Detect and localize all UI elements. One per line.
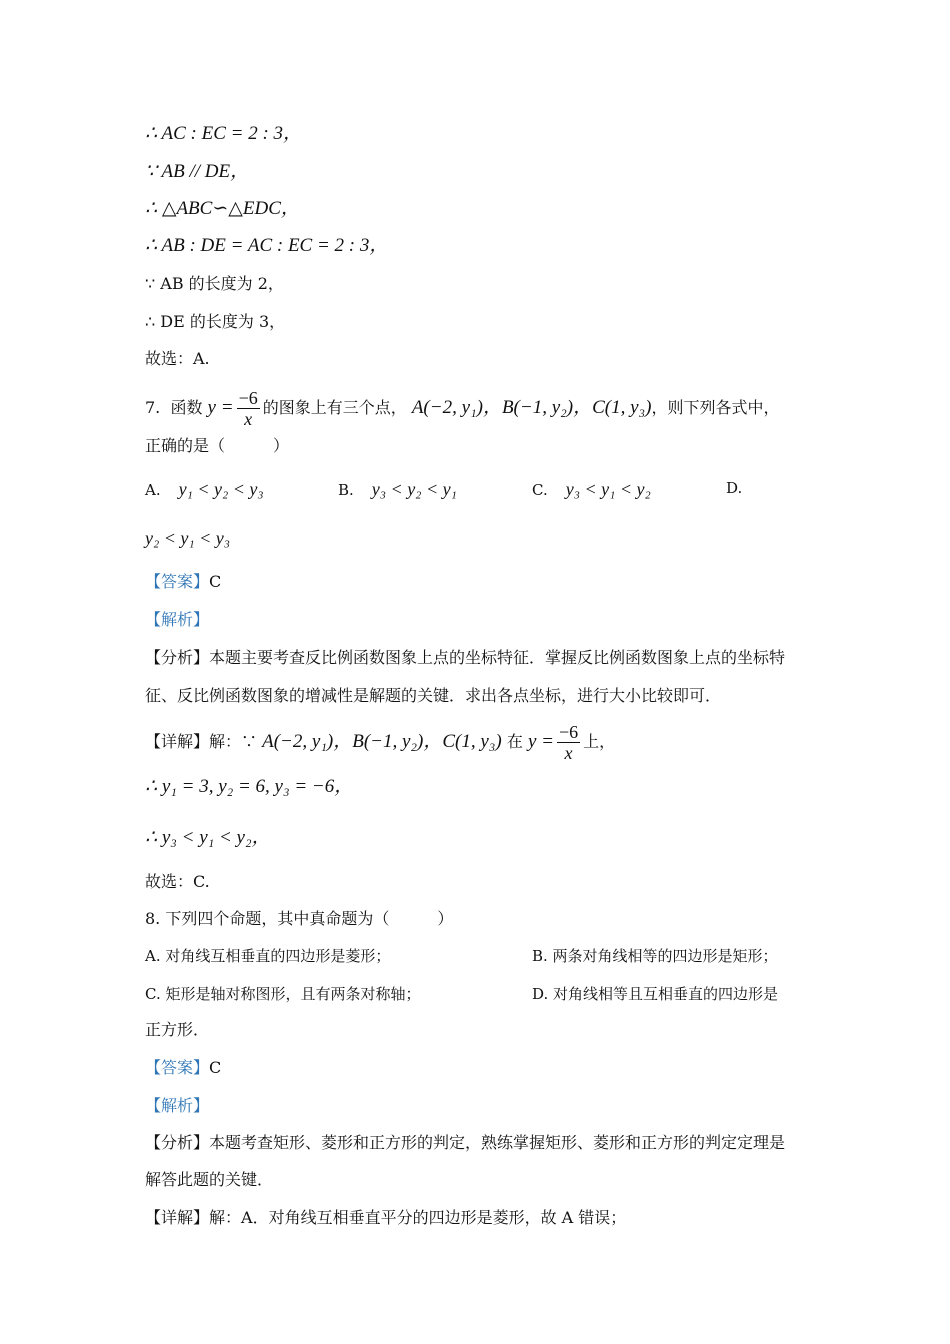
q7-number: 7.	[145, 398, 161, 417]
q7-step2: ∴ y₃ < y₁ < y₂，	[145, 827, 271, 848]
q8-xiangjie: 【详解】解：A．对角线互相垂直平分的四边形是菱形，故 A 错误；	[145, 1208, 627, 1227]
choice-a: 故选：A.	[145, 349, 210, 368]
q8-option-c: C. 矩形是轴对称图形，且有两条对称轴；	[145, 985, 421, 1003]
q7-fenxi-line2: 征、反比例函数图象的增减性是解题的关键．求出各点坐标，进行大小比较即可．	[145, 686, 722, 705]
step-ab-length: ∵ AB 的长度为 2，	[145, 274, 284, 293]
step-ac-ec-ratio: ∴ AC : EC = 2 : 3，	[145, 123, 303, 144]
q8-fenxi-line2: 解答此题的关键．	[145, 1170, 274, 1189]
q7-y-eq: y =	[207, 397, 234, 418]
q7-answer: 【答案】C	[145, 572, 222, 591]
q7-fraction: $\frac{-6}{x}$	[238, 388, 258, 429]
q7-xj-fraction: $\frac{-6}{x}$	[558, 722, 579, 763]
q7-option-a: A. y₁ < y₂ < y₃	[145, 479, 264, 499]
q7-option-c: C. y₃ < y₁ < y₂	[532, 479, 651, 499]
q8-option-a: A. 对角线互相垂直的四边形是菱形；	[145, 947, 391, 965]
step-ab-parallel-de: ∵ AB // DE，	[145, 161, 250, 182]
q8-option-d-cont: 正方形．	[145, 1020, 210, 1039]
q7-option-d: y₂ < y₁ < y₃	[145, 528, 231, 548]
q7-fenxi: 【分析】本题主要考查反比例函数图象上点的坐标特征．掌握反比例函数图象上点的坐标特	[145, 648, 786, 667]
q7-points: A(−2, y₁)，B(−1, y₂)，C(1, y₃)	[411, 397, 652, 418]
step-similar-triangles: ∴ △ABC∽△EDC，	[145, 198, 300, 219]
q8-option-d: D. 对角线相等且互相垂直的四边形是	[532, 985, 779, 1003]
q7-text-end: ，则下列各式中，	[651, 398, 780, 417]
step-de-length: ∴ DE 的长度为 3，	[145, 312, 286, 331]
step-ab-de-ratio: ∴ AB : DE = AC : EC = 2 : 3，	[145, 235, 389, 256]
q8-option-b: B. 两条对角线相等的四边形是矩形；	[532, 947, 778, 965]
q7-text-before: 函数	[170, 398, 203, 417]
q7-stem	[145, 388, 779, 429]
q7-stem-line2: 正确的是（ ）	[145, 436, 290, 455]
q7-choose: 故选：C.	[145, 872, 210, 891]
q8-fenxi: 【分析】本题考查矩形、菱形和正方形的判定，熟练掌握矩形、菱形和正方形的判定定理是	[145, 1133, 786, 1152]
q7-text-after: 的图象上有三个点，	[262, 398, 407, 417]
q7-option-b: B. y₃ < y₂ < y₁	[338, 479, 457, 499]
q7-analysis-tag: 【解析】	[145, 610, 210, 629]
q8-answer: 【答案】C	[145, 1058, 222, 1077]
q8-stem: 8. 下列四个命题，其中真命题为（ ）	[145, 909, 454, 928]
q7-option-d-label: D.	[726, 479, 743, 497]
q7-step1: ∴ y₁ = 3, y₂ = 6, y₃ = −6，	[145, 776, 354, 797]
q8-analysis-tag: 【解析】	[145, 1096, 210, 1115]
q7-xiangjie: 【详解】解：∵ A(−2, y₁)，B(−1, y₂)，C(1, y₃) 在 y = $\frac{-6}{x}$ 上，	[145, 722, 616, 763]
